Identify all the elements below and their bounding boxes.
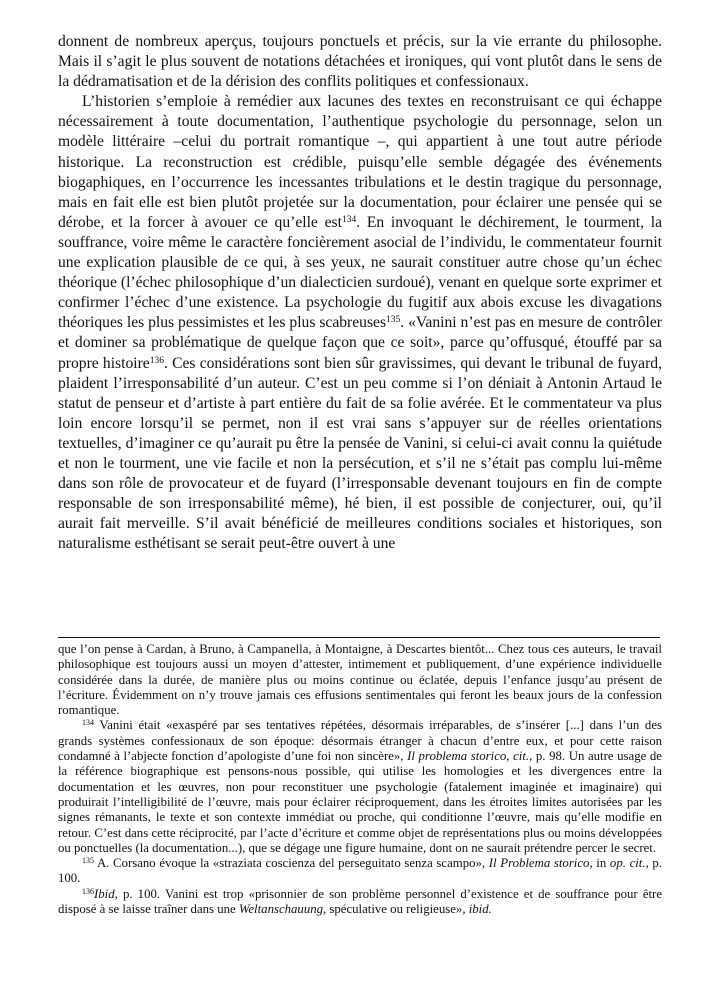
footnote-title: Il problema storico <box>407 749 507 764</box>
footnote-number: 135 <box>82 856 94 866</box>
footnote-abbrev: cit. <box>513 749 530 764</box>
paragraph-2 <box>58 92 662 554</box>
footnote-text: , p. 100. <box>58 856 663 886</box>
paragraph-2-part-c: . «Vanini n’est pas en mesure de contrôler et dominer sa problématique de quelque façon que ce soit», parce qu’offusqué, étouffé par sa propre histoire <box>58 314 662 372</box>
footnote-ref-135[interactable]: 135 <box>386 315 401 326</box>
footnote-text: , p. 98. Un autre usage de la référence biographique est pensons-nous possible, qui utilise les homologies et les divergences entre la documentation et les œuvres, non pour reconstituer une psychologie (fatalement imaginée et imaginaire) qui produirait l’intelligibilité de l’œuvre, mais pour éclairer réciproquement, dans les étroites limites autorisées par les signes rémanants, le texte et son contexte immédiat ou proche, qui conditionne l’œuvre, mais qu’elle modifie en retour. C’est dans cette réciprocité, par l’acte d’écriture et comme objet de représentations plus ou moins développées ou ponctuelles (la documentation...), que se dégage une figure humaine, dont on ne saurait prétendre percer le secret. <box>58 749 662 855</box>
footnote-abbrev: Ibid <box>94 886 115 901</box>
footnote-title: Il Problema storico <box>488 856 590 871</box>
footnotes <box>58 642 662 917</box>
footnote-136 <box>58 887 662 918</box>
footnote-text: , spéculative ou religieuse», <box>323 902 469 917</box>
footnote-abbrev: op. cit. <box>609 856 646 871</box>
footnote-135 <box>58 856 662 887</box>
paragraph-2-part-b: . En invoquant le déchirement, le tourment, la souffrance, voire même le caractère foncièrement asocial de l’individu, le commentateur fournit une explication plausible de ce qui, à ses yeux, ne saurait constituer autre chose qu’un échec théorique (l’échec philosophique d’un dialecticien surdoué), venant en quelque sorte exprimer et confirmer l’échec d’une existence. La psychologie du fugitif aux abois excuse les divagations théoriques les plus pessimistes et les plus scabreuses <box>58 213 663 332</box>
footnote-text: , <box>506 749 514 764</box>
main-text <box>58 32 662 554</box>
footnote-title: Weltanschauung <box>238 902 324 917</box>
footnote-separator <box>58 637 660 638</box>
footnote-number: 136 <box>82 886 94 896</box>
footnote-text: Vanini était «exaspéré par ses tentatives répétées, désormais irréparables, de s’insérer [...] dans l’un des grands systèmes confessionaux de son époque: désormais étranger à chacun d’entre eux, et pour cette raison condamné à l’abjecte fonction d’apologiste d’une foi non sincère», <box>58 718 662 764</box>
footnote-text: A. Corsano évoque la «straziata coscienza del perseguitato senza scampo», <box>94 856 489 871</box>
paragraph-2-part-d: . Ces considérations sont bien sûr gravissimes, qui devant le tribunal de fuyard, plaident l’irresponsabilité d’un auteur. C’est un peu comme si l’on déniait à Antonin Artaud le statut de penseur et d’artiste à part entière du fait de sa folie avérée. Et le commentateur va plus loin encore lorsqu’il se permet, non il est vrai sans s’appuyer sur de réelles orientations textuelles, d’imaginer ce qu’aurait pu être la pensée de Vanini, si celui-ci avait connu la quiétude et non le tourment, une vie facile et non la persécution, et s’il ne s’était pas complu lui-même dans son rôle de provocateur et de fuyard (l’irresponsable devenant toujours en fin de compte responsable de son irresponsabilité même), hé bien, il est possible de conjecturer, oui, qu’il aurait fait merveille. S’il avait bénéficié de meilleures conditions sociales et historiques, son naturalisme esthétisant se serait peut-être ouvert à une <box>58 354 662 553</box>
footnote-ref-134[interactable]: 134 <box>341 214 357 225</box>
footnote-ref-136[interactable]: 136 <box>149 355 164 366</box>
footnote-text: , p. 100. Vanini est trop «prisonnier de son problème personnel d’existence et de souffrance pour être disposé à se laisse traîner dans une <box>58 886 662 917</box>
footnote-continuation: que l’on pense à Cardan, à Bruno, à Campanella, à Montaigne, à Descartes bientôt... Chez tous ces auteurs, le travail philosophique est toujours aussi un moyen d’attester, intimement et publiquement, d’une expérience individuelle considérée dans la durée, de manière plus ou moins continue ou éclatée, depuis l’enfance jusqu’au présent de l’écriture. Évidemment on n’y trouve jamais ces effusions sentimentales qui feront les beaux jours de la confession romantique. <box>58 642 662 718</box>
paragraph-2-part-a: L’historien s’emploie à remédier aux lacunes des textes en reconstruisant ce qui échappe nécessairement à toute documentation, l’authentique psychologie du personnage, selon un modèle littéraire –celui du portrait romantique –, qui appartient à une tout autre période historique. La reconstruction est crédible, puisqu’elle semble dégagée des événements biogaphiques, en l’occurrence les incessantes tribulations et le destin tragique du personnage, mais en fait elle est bien plutôt projetée sur la documentation, pour éclairer une pensée qui se dérobe, et la forcer à avouer ce qu’elle est <box>58 93 662 231</box>
paragraph-1: donnent de nombreux aperçus, toujours ponctuels et précis, sur la vie errante du philosophe. Mais il s’agit le plus souvent de notations détachées et ironiques, qui vont plutôt dans le sens de la dédramatisation et de la dérision des conflits politiques et confessionaux. <box>58 33 662 91</box>
footnote-text: , in <box>589 856 610 871</box>
footnote-134 <box>58 718 662 856</box>
footnote-abbrev: ibid. <box>468 902 492 917</box>
footnote-number: 134 <box>82 718 94 728</box>
